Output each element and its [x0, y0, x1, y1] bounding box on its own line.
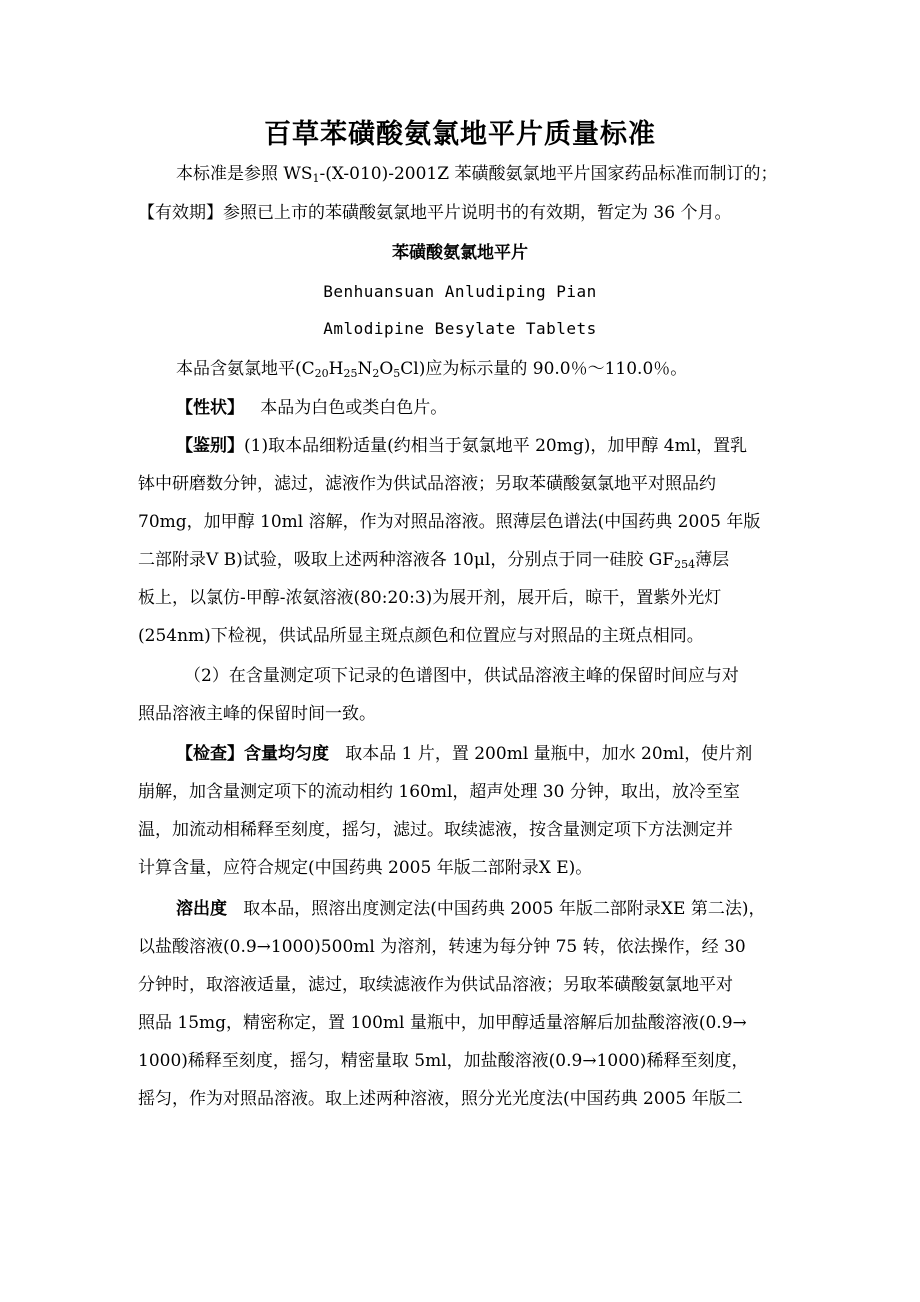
identification-label: 【鉴别】	[176, 436, 244, 456]
content-o: O	[379, 359, 394, 379]
properties-text: 本品为白色或类白色片。	[260, 398, 448, 418]
product-name-en: Amlodipine Besylate Tablets	[323, 319, 597, 338]
identification-line-1	[176, 434, 747, 458]
content-sub-c: 20	[314, 367, 329, 380]
content-sub-n: 2	[372, 367, 380, 380]
content-n: N	[357, 359, 373, 379]
intro-line	[176, 162, 777, 186]
content-h: H	[328, 359, 344, 379]
identification-line-3: 70mg，加甲醇 10ml 溶解，作为对照品溶液。照薄层色谱法(中国药典 2005 年版	[138, 512, 761, 532]
content-prefix: 本品含氨氯地平(C	[176, 359, 315, 379]
intro-prefix: 本标准是参照 WS	[176, 164, 313, 184]
content-suffix: Cl)应为标示量的 90.0％～110.0％。	[400, 359, 688, 379]
identification-text-1: (1)取本品细粉适量(约相当于氨氯地平 20mg)，加甲醇 4ml，置乳	[244, 436, 748, 456]
dissolution-line-1	[176, 897, 765, 921]
product-name-cn: 苯磺酸氨氯地平片	[392, 243, 528, 263]
dissolution-label: 溶出度	[176, 899, 227, 919]
identification-line-4	[138, 548, 729, 572]
identification-sub-254: 254	[674, 558, 696, 571]
inspection-line-1	[176, 742, 752, 766]
dissolution-line-5: 1000)稀释至刻度，摇匀，精密量取 5ml，加盐酸溶液(0.9→1000)稀释至刻度，	[138, 1051, 749, 1071]
identification-line-5: 板上，以氯仿-甲醇-浓氨溶液(80:20:3)为展开剂，展开后，晾干，置紫外光灯	[138, 588, 722, 608]
validity-label: 【有效期】	[138, 203, 223, 223]
product-name-pinyin: Benhuansuan Anludiping Pian	[323, 282, 597, 301]
inspection-label: 【检查】	[176, 744, 244, 764]
identification-text-4a: 二部附录Ⅴ B)试验，吸取上述两种溶液各 10μl，分别点于同一硅胶 GF	[138, 550, 675, 570]
dissolution-text-1: 取本品，照溶出度测定法(中国药典 2005 年版二部附录ⅩE 第二法)，	[243, 899, 766, 919]
identification-line-2: 钵中研磨数分钟，滤过，滤液作为供试品溶液；另取苯磺酸氨氯地平对照品约	[138, 474, 716, 494]
properties-label: 【性状】	[176, 398, 244, 418]
identification-text-4b: 薄层	[695, 550, 730, 570]
intro-sub: 1	[312, 172, 320, 185]
content-sub-o: 5	[393, 367, 401, 380]
inspection-line-3: 温，加流动相稀释至刻度，摇匀，滤过。取续滤液，按含量测定项下方法测定并	[138, 820, 733, 840]
identification-line-7: （2）在含量测定项下记录的色谱图中，供试品溶液主峰的保留时间应与对	[184, 666, 739, 686]
properties-line	[176, 396, 447, 420]
inspection-text-1: 取本品 1 片，置 200ml 量瓶中，加水 20ml，使片剂	[345, 744, 753, 764]
dissolution-line-4: 照品 15mg，精密称定，置 100ml 量瓶中，加甲醇适量溶解后加盐酸溶液(0.9→	[138, 1013, 747, 1033]
identification-line-6: (254nm)下检视，供试品所显主斑点颜色和位置应与对照品的主斑点相同。	[138, 626, 704, 646]
inspection-sublabel: 含量均匀度	[244, 744, 329, 764]
validity-text: 参照已上市的苯磺酸氨氯地平片说明书的有效期，暂定为 36 个月。	[223, 203, 732, 223]
content-sub-h: 25	[343, 367, 358, 380]
validity-line	[138, 201, 731, 225]
identification-line-8: 照品溶液主峰的保留时间一致。	[138, 704, 376, 724]
content-line	[176, 357, 687, 381]
inspection-line-2: 崩解，加含量测定项下的流动相约 160ml，超声处理 30 分钟，取出，放冷至室	[138, 782, 740, 802]
dissolution-line-6: 摇匀，作为对照品溶液。取上述两种溶液，照分光光度法(中国药典 2005 年版二	[138, 1089, 743, 1109]
intro-suffix: -(X-010)-2001Z 苯磺酸氨氯地平片国家药品标准而制订的；	[319, 164, 778, 184]
dissolution-line-2: 以盐酸溶液(0.9→1000)500ml 为溶剂，转速为每分钟 75 转，依法操作，经 30	[138, 937, 746, 957]
dissolution-line-3: 分钟时，取溶液适量，滤过，取续滤液作为供试品溶液；另取苯磺酸氨氯地平对	[138, 975, 733, 995]
page-title: 百草苯磺酸氨氯地平片质量标准	[264, 119, 656, 150]
inspection-line-4: 计算含量，应符合规定(中国药典 2005 年版二部附录Ⅹ E)。	[138, 858, 593, 878]
